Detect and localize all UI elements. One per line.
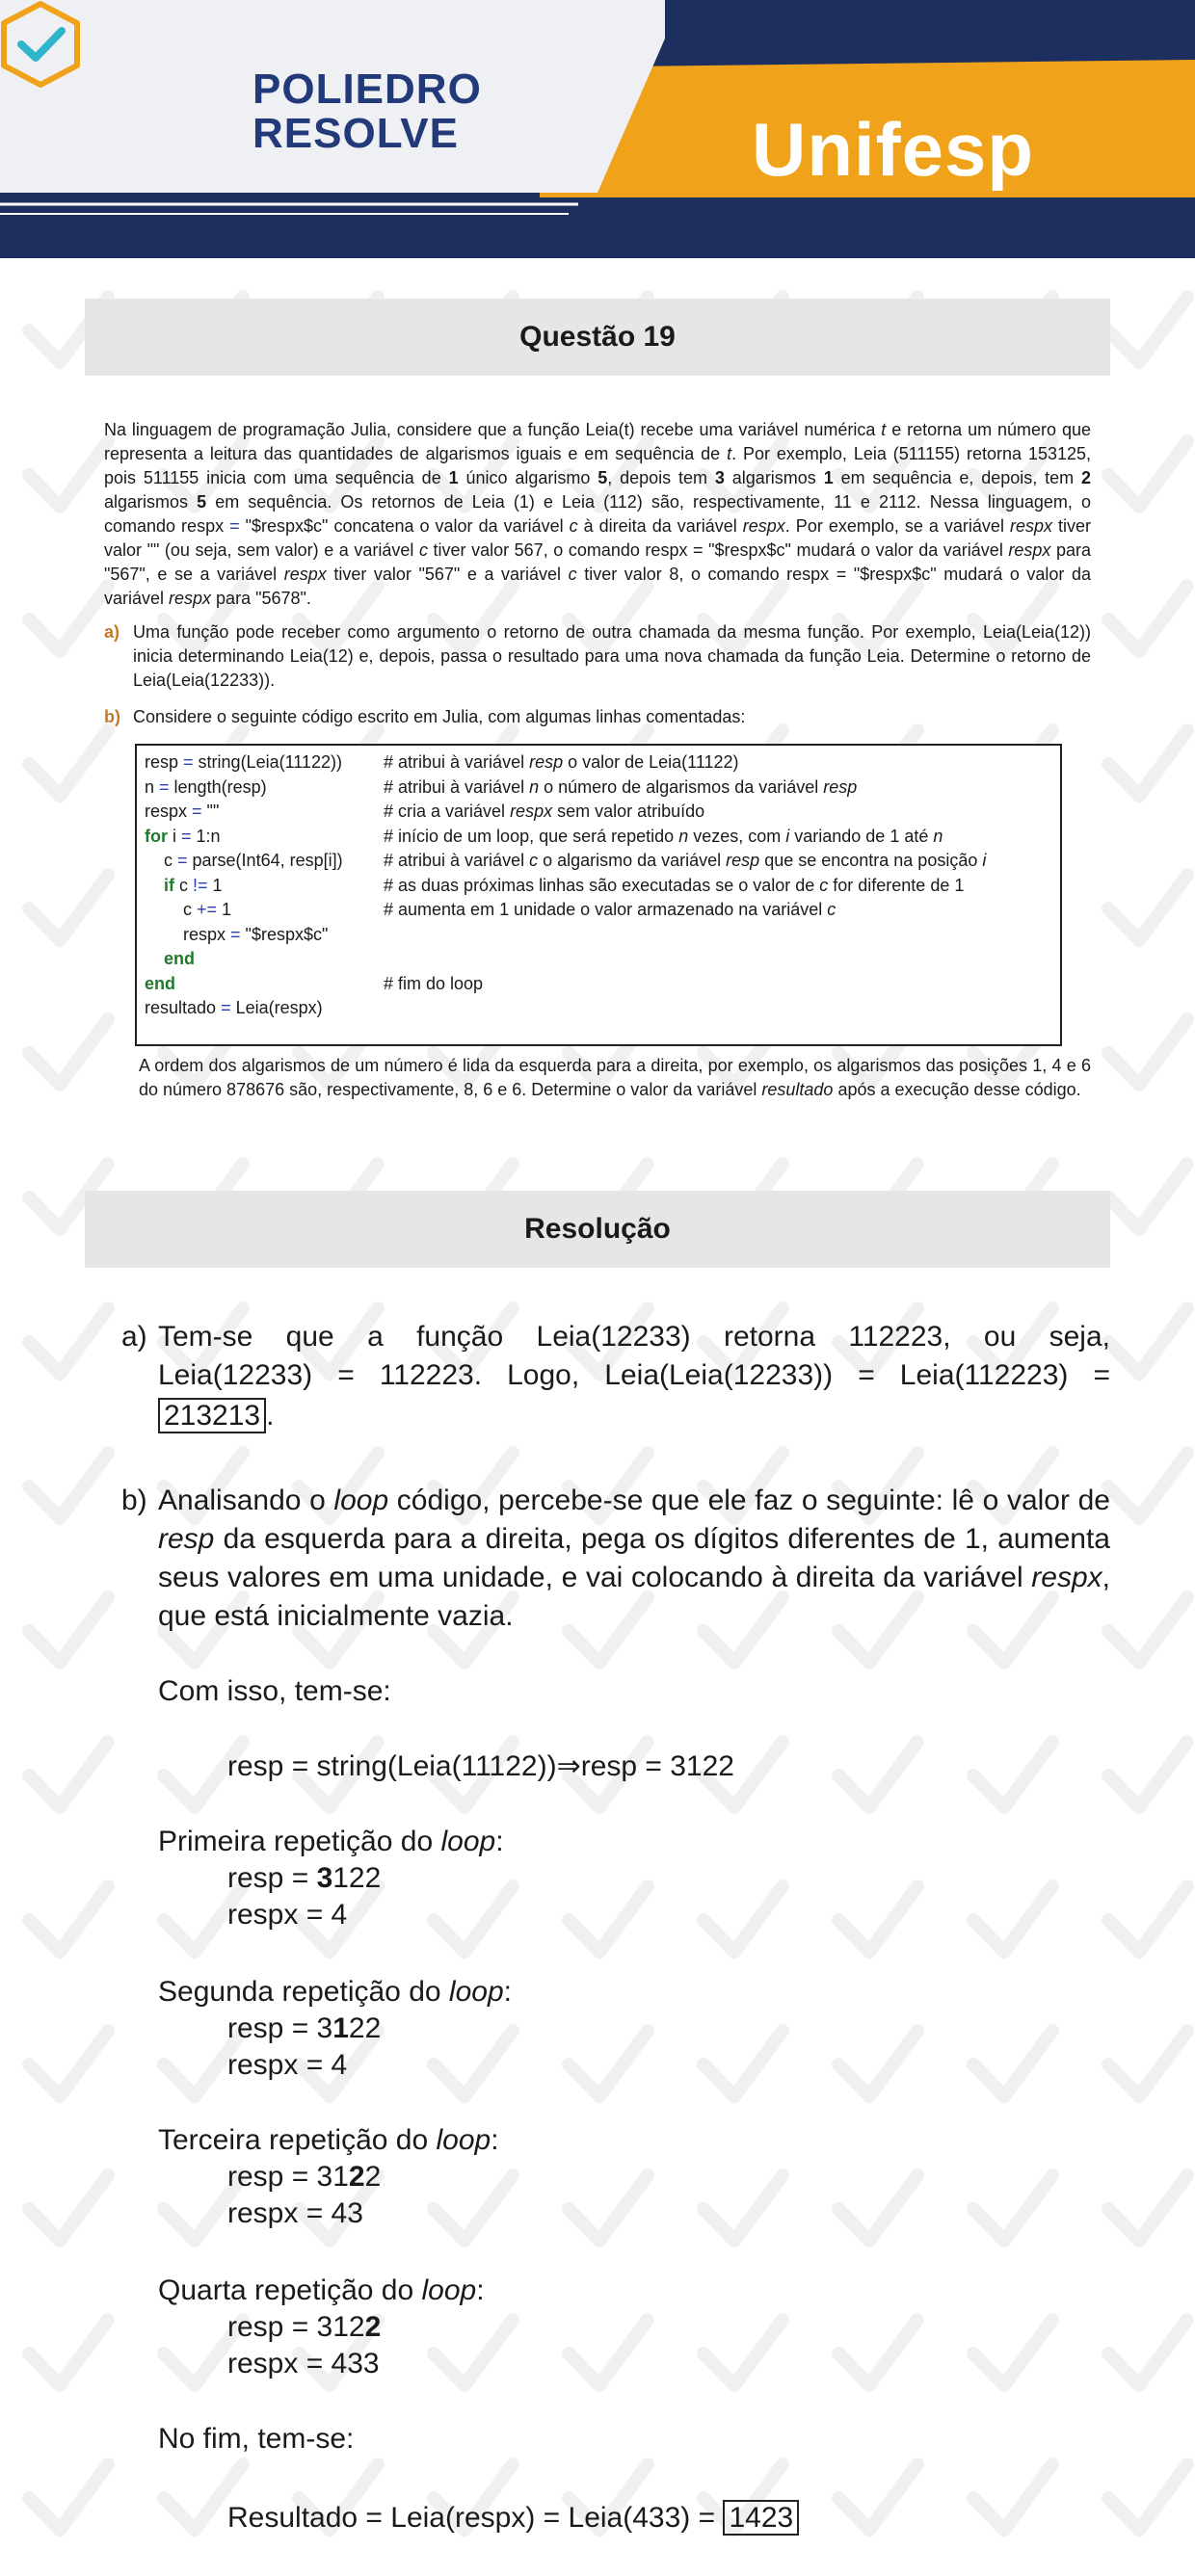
- code-comment: [384, 848, 986, 873]
- repetition-respx: respx = 433: [227, 2348, 380, 2379]
- code-text: 1: [207, 875, 223, 895]
- intro-bold-digit: 2: [1081, 468, 1092, 487]
- question-intro-paragraph: [104, 418, 1091, 611]
- resolution-title: Resolução: [85, 1191, 1110, 1268]
- no-fim: No fim, tem-se:: [158, 2423, 355, 2455]
- code-operator: =: [230, 924, 241, 944]
- intro-text: algarismos: [724, 468, 824, 487]
- code-operator: =: [177, 851, 188, 870]
- comment-text: # atribui à variável: [384, 776, 530, 797]
- resolution-a-dot: .: [266, 1400, 275, 1432]
- code-text: parse(Int64, resp[i]): [187, 851, 343, 870]
- intro-text: "$respx$c" concatena o valor da variável: [239, 516, 570, 536]
- intro-italic-term: c: [418, 540, 428, 560]
- intro-text: à direita da variável: [577, 516, 743, 536]
- comment-text: que se encontra na posição: [759, 851, 983, 870]
- comment-text: o valor de Leia(11122): [563, 752, 739, 772]
- after-code-text: [139, 1054, 1091, 1102]
- question-title: Questão 19: [85, 299, 1110, 376]
- intro-bold-digit: 5: [598, 468, 608, 487]
- code-text: i: [168, 826, 182, 846]
- intro-italic-term: c: [569, 516, 578, 536]
- question-item-b: [104, 705, 1091, 729]
- comment-italic: resp: [823, 776, 858, 797]
- resp-pre: resp = 31: [227, 2161, 349, 2193]
- code-operator: =: [181, 826, 192, 846]
- code-comment: [384, 897, 836, 922]
- repetition-title: [158, 2272, 485, 2310]
- comment-text: # cria a variável: [384, 802, 511, 821]
- intro-bold-digit: 3: [714, 468, 725, 487]
- intro-text: Na linguagem de programação Julia, considere que a função Leia(t) recebe uma variável numérica: [104, 420, 882, 439]
- repetition-title-text: Quarta repetição do: [158, 2274, 422, 2306]
- b-italic-term: resp: [158, 1523, 215, 1555]
- after-code-em: resultado: [761, 1080, 834, 1099]
- intro-italic-term: t: [881, 420, 887, 439]
- code-text: Leia(respx): [230, 998, 323, 1017]
- comment-text: # atribui à variável: [384, 752, 530, 772]
- final-eq-text: Resultado = Leia(respx) = Leia(433) =: [227, 2502, 724, 2534]
- intro-italic-term: respx: [1008, 540, 1051, 560]
- intro-text: . Por exemplo, Leia (511155) retorna 153125, pois 511155 inicia com uma sequência de: [104, 444, 1091, 487]
- intro-text: e retorna um número que representa a leitura das quantidades de algarismos iguais e em sequência de: [104, 420, 1091, 463]
- code-line: [145, 995, 323, 1020]
- code-line: [145, 897, 231, 922]
- b-text: código, percebe-se que ele faz o seguinte: lê o valor de: [388, 1485, 1110, 1516]
- repetition-title: [158, 1823, 504, 1861]
- comment-text: # as duas próximas linhas são executadas se o valor de: [384, 875, 820, 895]
- comment-text: vezes, com: [688, 826, 786, 846]
- code-text: 1: [217, 900, 232, 919]
- comment-italic: resp: [529, 752, 564, 772]
- code-text: "": [201, 802, 220, 821]
- repetition-title-text: Segunda repetição do: [158, 1976, 449, 2008]
- repetition-title: [158, 2121, 499, 2160]
- repetition-title-colon: :: [495, 1826, 504, 1857]
- intro-italic-term: respx: [1009, 516, 1052, 536]
- resolution-b-paragraph: [158, 1482, 1110, 1636]
- comment-text: o número de algarismos da variável: [539, 776, 824, 797]
- final-equation: [227, 2499, 799, 2537]
- intro-italic-term: respx: [742, 516, 785, 536]
- first-equation: [227, 1748, 734, 1786]
- code-line: [145, 922, 328, 947]
- code-operator: =: [159, 776, 170, 797]
- intro-text: tiver valor 567, o comando respx = "$respx$c" mudará o valor da variável: [427, 540, 1009, 560]
- code-keyword: end: [145, 949, 196, 968]
- code-keyword: if: [145, 875, 174, 895]
- intro-bold-digit: 5: [197, 492, 207, 512]
- intro-text: único algarismo: [458, 468, 598, 487]
- intro-text: tiver valor "" (ou seja, sem valor) e a variável: [104, 516, 1091, 560]
- comment-text: # início de um loop, que será repetido: [384, 826, 679, 846]
- intro-text: para "567", e se a variável: [104, 540, 1091, 584]
- resolution-a-label: a): [121, 1321, 147, 1353]
- code-text: length(resp): [169, 776, 267, 797]
- code-text: c: [145, 900, 198, 919]
- resolution-a-line2: Leia(12233) = 112223. Logo, Leia(Leia(12233)) = Leia(112223) =: [158, 1359, 1110, 1391]
- code-text: resultado: [145, 998, 222, 1017]
- intro-text: tiver valor "567" e a variável: [326, 565, 569, 584]
- repetition-resp: [227, 1859, 381, 1898]
- code-comment: [384, 749, 739, 775]
- intro-text: em sequência e, depois, tem: [833, 468, 1081, 487]
- first-eq-right: resp = 3122: [580, 1750, 734, 1782]
- repetition-resp: [227, 2308, 381, 2347]
- comment-italic: c: [819, 875, 829, 895]
- comment-text: # aumenta em 1 unidade o valor armazenado na variável: [384, 900, 828, 919]
- repetition-title-text: Terceira repetição do: [158, 2124, 437, 2156]
- code-line: [145, 824, 221, 849]
- b-text: da esquerda para a direita, pega os dígitos diferentes de 1, aumenta seus valores em uma unidade, e vai colocando à direita da variável: [158, 1523, 1110, 1593]
- intro-italic-term: respx: [169, 589, 212, 608]
- code-text: n: [145, 776, 160, 797]
- comment-text: variando de 1 até: [789, 826, 934, 846]
- implies-icon: ⇒: [556, 1749, 581, 1783]
- repetition-respx: respx = 43: [227, 2197, 363, 2229]
- comment-text: for diferente de 1: [828, 875, 965, 895]
- code-comment: [384, 971, 483, 996]
- code-keyword: for: [145, 826, 168, 846]
- comment-text: # fim do loop: [384, 973, 484, 993]
- intro-italic-term: c: [568, 565, 577, 584]
- resolution-a-line1: Tem-se que a função Leia(12233) retorna 112223, ou seja,: [158, 1321, 1110, 1353]
- comment-italic: resp: [726, 851, 760, 870]
- code-line: [145, 873, 223, 898]
- comment-text: o algarismo da variável: [538, 851, 727, 870]
- intro-operator: =: [229, 516, 240, 536]
- intro-italic-term: respx: [283, 565, 327, 584]
- repetition-title-em: loop: [436, 2124, 491, 2156]
- resp-post: 22: [348, 2012, 382, 2044]
- com-isso: Com isso, tem-se:: [158, 1675, 391, 1707]
- repetition-title-colon: :: [491, 2124, 499, 2156]
- code-line: [145, 799, 219, 824]
- code-operator: =: [183, 752, 194, 772]
- repetition-resp: [227, 2010, 381, 2048]
- repetition-title: [158, 1973, 512, 2011]
- intro-italic-term: t: [727, 444, 732, 463]
- comment-text: sem valor atribuído: [552, 802, 705, 821]
- resp-post: 2: [364, 2161, 382, 2193]
- code-comment: [384, 824, 943, 849]
- b-text: Analisando o: [158, 1485, 334, 1516]
- repetition-respx: respx = 4: [227, 1899, 348, 1931]
- repetition-respx: respx = 4: [227, 2049, 348, 2081]
- comment-italic: i: [785, 826, 790, 846]
- b-italic-term: respx: [1031, 1562, 1102, 1593]
- intro-text: algarismos: [104, 492, 198, 512]
- final-answer: 1423: [723, 2500, 799, 2536]
- code-comment: [384, 873, 964, 898]
- repetition-title-colon: :: [503, 1976, 512, 2008]
- code-comment: [384, 775, 857, 800]
- code-operator: =: [221, 998, 231, 1017]
- resolution-b-label: b): [121, 1485, 147, 1516]
- code-keyword: end: [145, 973, 176, 993]
- comment-italic: n: [529, 776, 540, 797]
- logo-line-1: POLIEDRO: [252, 66, 482, 113]
- item-a-label: a): [104, 622, 120, 642]
- resp-current-digit: 1: [332, 2012, 349, 2044]
- code-line: [145, 775, 267, 800]
- b-text: , que está inicialmente vazia.: [158, 1562, 1110, 1632]
- repetition-title-em: loop: [440, 1826, 496, 1857]
- b-italic-term: loop: [333, 1485, 389, 1516]
- comment-italic: i: [982, 851, 987, 870]
- resp-current-digit: 3: [316, 1862, 333, 1894]
- code-text: resp: [145, 752, 184, 772]
- code-text: "$respx$c": [240, 924, 329, 944]
- comment-italic: c: [529, 851, 539, 870]
- code-text: c: [145, 851, 178, 870]
- intro-bold-digit: 1: [448, 468, 459, 487]
- code-operator: =: [192, 802, 202, 821]
- code-line: [145, 971, 175, 996]
- repetition-title-text: Primeira repetição do: [158, 1826, 441, 1857]
- after-code-main: A ordem dos algarismos de um número é lida da esquerda para a direita, por exemplo, os algarismos das posições 1, 4 e 6 do número 878676 são, respectivamente, 8, 6 e 6. Determine o valor da variável: [139, 1056, 1091, 1099]
- resolution-a-answer: 213213: [158, 1398, 266, 1433]
- brand-title: Unifesp: [752, 107, 1035, 192]
- item-a-text: Uma função pode receber como argumento o retorno de outra chamada da mesma função. Por exemplo, Leia(Leia(12)) inicia determinando Leia(12) e, depois, passa o resultado para uma nova chamada da função Leia. Determine o retorno de Leia(Leia(12233)).: [133, 622, 1091, 690]
- resp-current-digit: 2: [364, 2311, 382, 2343]
- first-eq-left: resp = string(Leia(11122)): [227, 1750, 557, 1782]
- after-code-paragraph: [139, 1054, 1091, 1102]
- intro-text: para "5678".: [211, 589, 311, 608]
- comment-italic: respx: [510, 802, 553, 821]
- comment-italic: c: [827, 900, 836, 919]
- code-comment: [384, 799, 704, 824]
- resp-pre: resp = 312: [227, 2311, 365, 2343]
- code-operator: +=: [197, 900, 218, 919]
- intro-bold-digit: 1: [823, 468, 834, 487]
- intro-text: tiver valor 8, o comando respx = "$respx$c" mudará o valor da variável: [104, 565, 1092, 608]
- intro-text: . Por exemplo, se a variável: [784, 516, 1010, 536]
- repetition-title-em: loop: [448, 1976, 504, 2008]
- resp-pre: resp = 3: [227, 2012, 333, 2044]
- repetition-title-em: loop: [421, 2274, 477, 2306]
- question-intro: [104, 418, 1091, 611]
- after-code-end: após a execução desse código.: [833, 1080, 1081, 1099]
- resolution-a-answer-line: [158, 1397, 274, 1435]
- intro-text: em sequência. Os retornos de Leia (1) e Leia (112) são, respectivamente, 11 e 2112. Nessa linguagem, o comando respx: [104, 492, 1091, 536]
- comment-italic: n: [678, 826, 689, 846]
- code-text: respx: [145, 924, 231, 944]
- logo-line-2: RESOLVE: [252, 110, 460, 157]
- question-item-a: [104, 620, 1091, 693]
- code-text: c: [174, 875, 194, 895]
- comment-text: # atribui à variável: [384, 851, 530, 870]
- repetition-resp: [227, 2158, 381, 2196]
- resp-pre: resp =: [227, 1862, 317, 1894]
- resp-current-digit: 2: [348, 2161, 365, 2193]
- code-operator: !=: [193, 875, 208, 895]
- code-text: string(Leia(11122)): [193, 752, 342, 772]
- item-b-label: b): [104, 707, 120, 726]
- comment-italic: n: [933, 826, 943, 846]
- code-line: [145, 848, 343, 873]
- repetition-title-colon: :: [476, 2274, 485, 2306]
- code-text: 1:n: [191, 826, 221, 846]
- intro-text: , depois tem: [607, 468, 715, 487]
- item-b-text: Considere o seguinte código escrito em Julia, com algumas linhas comentadas:: [133, 707, 746, 726]
- code-line: [145, 749, 342, 775]
- code-line: [145, 946, 195, 971]
- code-text: respx: [145, 802, 193, 821]
- resp-post: 122: [332, 1862, 382, 1894]
- code-box: [135, 744, 1062, 1046]
